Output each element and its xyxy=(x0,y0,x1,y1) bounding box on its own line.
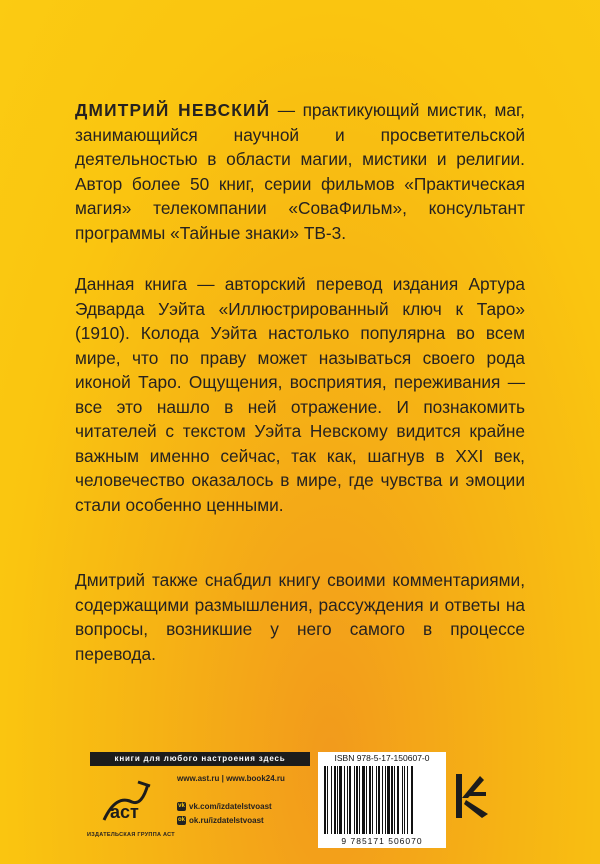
barcode-bar xyxy=(387,766,390,834)
barcode-bar xyxy=(359,766,360,834)
ast-logo-text: аст xyxy=(110,802,139,822)
barcode-bar xyxy=(347,766,348,834)
barcode-bar xyxy=(385,766,386,834)
commentary-text: Дмитрий также снабдил книгу своими комментариями, содержащими размышления, рассуждения и ответы на вопросы, возникшие у него самого в процессе перевода. xyxy=(75,570,525,664)
barcode-bar xyxy=(349,766,351,834)
barcode-bar xyxy=(366,766,367,834)
book-description-paragraph xyxy=(75,272,525,517)
barcode-bar xyxy=(354,766,355,834)
barcode-bar xyxy=(334,766,336,834)
barcode-bar xyxy=(344,766,345,834)
barcode-bar xyxy=(376,766,377,834)
commentary-paragraph xyxy=(75,568,525,666)
barcode-bar xyxy=(404,766,405,834)
barcode-bar xyxy=(327,766,328,834)
k-publisher-logo xyxy=(452,770,492,822)
ok-url: ok.ru/izdatelstvoast xyxy=(189,816,264,825)
barcode-bar xyxy=(372,766,373,834)
barcode-bar xyxy=(411,766,413,834)
tagline-bar: книги для любого настроения здесь xyxy=(90,752,310,766)
ok-icon: ok xyxy=(177,817,185,823)
barcode-box xyxy=(318,752,446,848)
barcode-bar xyxy=(324,766,326,834)
vk-url: vk.com/izdatelstvoast xyxy=(189,802,272,811)
barcode-bar xyxy=(337,766,338,834)
ast-logo xyxy=(98,772,158,832)
barcode-bar xyxy=(362,766,365,834)
vk-icon: vk xyxy=(178,803,185,809)
barcode-bar xyxy=(331,766,332,834)
author-bio: — практикующий мистик, маг, занимающийся научной и просветительской деятельностью в области магии, мистики и религии. Автор более 50 книг, серии фильмов «Практическая магия» телекомпании «СоваФильм», консультант программы «Тайные знаки» ТВ-3. xyxy=(75,100,525,243)
barcode-bar xyxy=(369,766,371,834)
barcode-bar xyxy=(339,766,342,834)
barcode-bar xyxy=(356,766,358,834)
websites-text: www.ast.ru | www.book24.ru xyxy=(177,774,285,783)
barcode-bar xyxy=(382,766,383,834)
publisher-label: ИЗДАТЕЛЬСКАЯ ГРУППА АСТ xyxy=(87,832,175,838)
back-cover-footer xyxy=(0,752,600,864)
barcode-bar xyxy=(402,766,403,834)
barcode-bar xyxy=(394,766,395,834)
barcode-bar xyxy=(391,766,393,834)
book-description: Данная книга — авторский перевод издания Артура Эдварда Уэйта «Иллюстрированный ключ к Таро» (1910). Колода Уэйта настолько популярна во всем мире, что по праву может называться своего рода иконой Таро. Ощущения, восприятия, переживания — все это нашло в ней отражение. И познакомить читателей с текстом Уэйта Невскому видится крайне важным именно сейчас, так как, шагнув в XXI век, человечество оказалось в мире, где чувства и эмоции стали особенно ценными. xyxy=(75,274,525,515)
barcode-bar xyxy=(378,766,380,834)
barcode-bar xyxy=(407,766,408,834)
barcode-bar xyxy=(397,766,399,834)
vk-link xyxy=(177,802,272,811)
isbn-text: ISBN 978-5-17-150607-0 xyxy=(334,753,430,763)
ok-link xyxy=(177,816,264,825)
barcode-digits: 9 785171 506070 xyxy=(341,836,423,846)
author-name: ДМИТРИЙ НЕВСКИЙ xyxy=(75,100,271,120)
about-author-paragraph xyxy=(75,98,525,245)
barcode-graphic xyxy=(322,766,442,836)
